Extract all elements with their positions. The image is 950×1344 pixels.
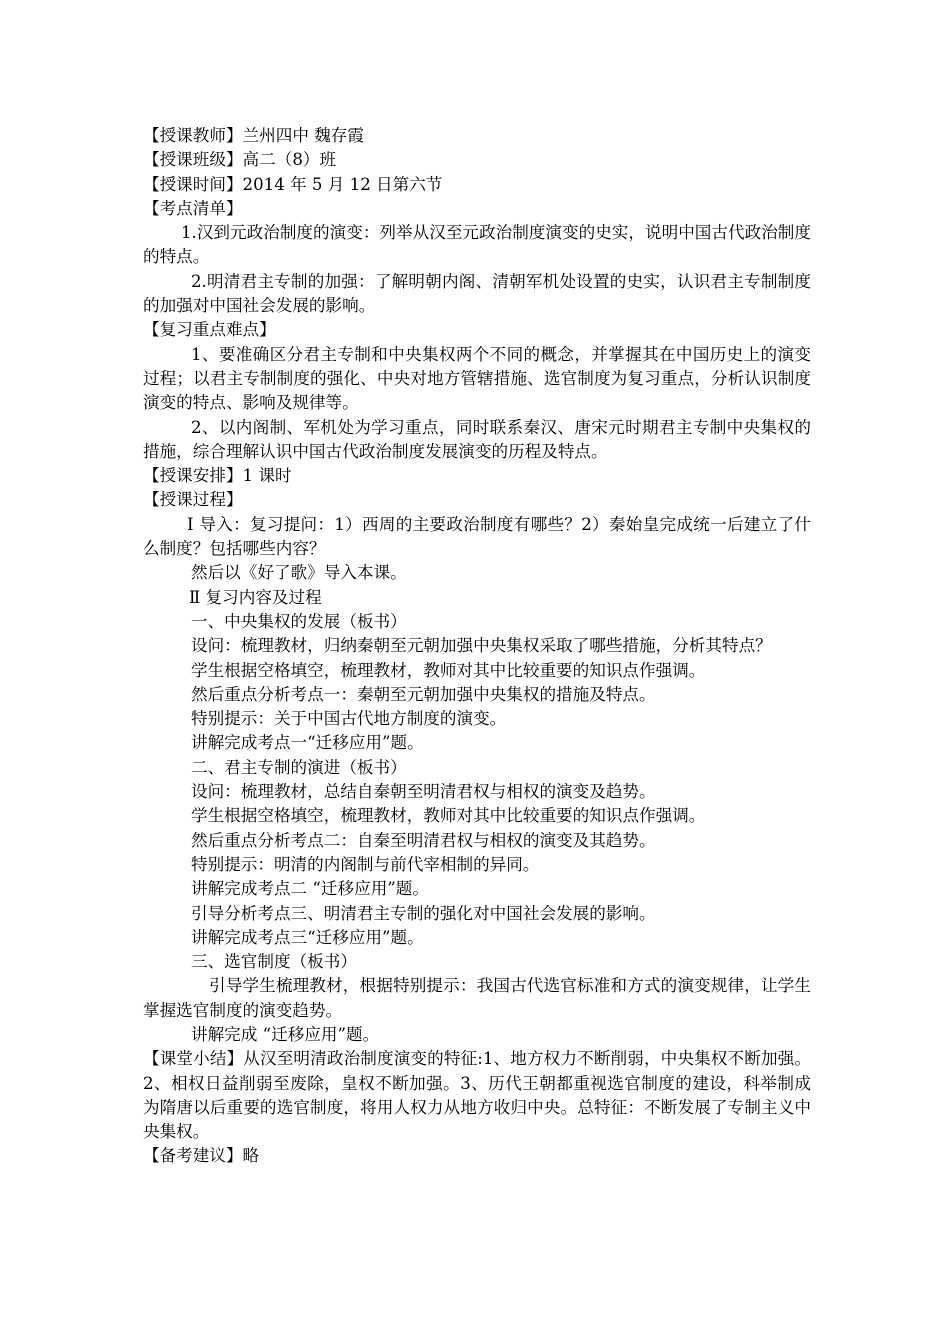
class-line: 【授课班级】高二（8）班 bbox=[143, 150, 337, 170]
section-2-question: 设问：梳理教材，总结自秦朝至明清君权与相权的演变及趋势。 bbox=[191, 782, 656, 802]
advice-line: 【备考建议】略 bbox=[143, 1146, 260, 1166]
section-1-line-1: 学生根据空格填空，梳理教材，教师对其中比较重要的知识点作强调。 bbox=[191, 660, 706, 680]
section-2-line-4: 讲解完成考点二 “迁移应用”题。 bbox=[191, 879, 429, 899]
teacher-line: 【授课教师】兰州四中 魏存霞 bbox=[143, 126, 364, 145]
section-2-line-2: 然后重点分析考点二：自秦至明清君权与相权的演变及其趋势。 bbox=[191, 830, 656, 850]
section-2-line-5: 引导分析考点三、明清君主专制的强化对中国社会发展的影响。 bbox=[191, 903, 656, 923]
section-2-line-1: 学生根据空格填空，梳理教材，教师对其中比较重要的知识点作强调。 bbox=[191, 806, 706, 826]
section-1-question: 设问：梳理教材，归纳秦朝至元朝加强中央集权采取了哪些措施，分析其特点？ bbox=[191, 636, 772, 656]
exam-point-1: 1.汉到元政治制度的演变：列举从汉至元政治制度演变的史实，说明中国古代政治制度的特点。 bbox=[143, 223, 811, 267]
exam-points-heading: 【考点清单】 bbox=[143, 198, 243, 218]
section-2-heading: 二、君主专制的演进（板书） bbox=[191, 757, 407, 777]
lesson-plan-document bbox=[143, 124, 811, 1169]
key-difficult-heading: 【复习重点难点】 bbox=[143, 320, 276, 340]
intro-song-line: 然后以《好了歌》导入本课。 bbox=[191, 563, 407, 583]
exam-point-2: 2.明清君主专制的加强：了解明朝内阁、清朝军机处设置的史实，认识君主专制制度的加强对中国社会发展的影响。 bbox=[143, 271, 811, 316]
arrangement-line: 【授课安排】1 课时 bbox=[143, 466, 292, 486]
key-difficult-2: 2、以内阁制、军机处为学习重点，同时联系秦汉、唐宋元时期君主专制中央集权的措施，综合理解认识中国古代政治制度发展演变的历程及特点。 bbox=[143, 417, 811, 461]
time-line: 【授课时间】2014 年 5 月 12 日第六节 bbox=[143, 174, 443, 194]
section-2-line-3: 特别提示：明清的内阁制与前代宰相制的异同。 bbox=[191, 854, 540, 874]
section-1-line-4: 讲解完成考点一“迁移应用”题。 bbox=[191, 733, 424, 753]
process-heading: 【授课过程】 bbox=[143, 490, 243, 510]
section-3-heading: 三、选官制度（板书） bbox=[191, 952, 357, 972]
section-1-line-3: 特别提示：关于中国古代地方制度的演变。 bbox=[191, 709, 507, 729]
review-heading: Ⅱ 复习内容及过程 bbox=[189, 587, 322, 607]
section-3-line-1: 引导学生梳理教材，根据特别提示：我国古代选官标准和方式的演变规律，让学生掌握选官制度的演变趋势。 bbox=[143, 976, 811, 1020]
key-difficult-1: 1、要准确区分君主专制和中央集权两个不同的概念，并掌握其在中国历史上的演变过程；以君主专制制度的强化、中央对地方管辖措施、选官制度为复习重点，分析认识制度演变的特点、影响及规律等。 bbox=[143, 344, 811, 413]
section-1-line-2: 然后重点分析考点一：秦朝至元朝加强中央集权的措施及特点。 bbox=[191, 684, 656, 704]
section-2-line-6: 讲解完成考点三“迁移应用”题。 bbox=[191, 927, 424, 947]
summary-paragraph: 【课堂小结】从汉至明清政治制度演变的特征:1、地方权力不断削弱，中央集权不断加强。2、相权日益削弱至废除，皇权不断加强。3、历代王朝都重视选官制度的建设，科举制成为隋唐以后重要的选官制度，将用人权力从地方收归中央。总特征：不断发展了专制主义中央集权。 bbox=[143, 1049, 811, 1142]
intro-paragraph: Ⅰ 导入：复习提问：1）西周的主要政治制度有哪些？2）秦始皇完成统一后建立了什么制度？包括哪些内容？ bbox=[143, 514, 811, 559]
section-1-heading: 一、中央集权的发展（板书） bbox=[191, 611, 407, 631]
section-3-line-2: 讲解完成 “迁移应用”题。 bbox=[191, 1024, 380, 1044]
